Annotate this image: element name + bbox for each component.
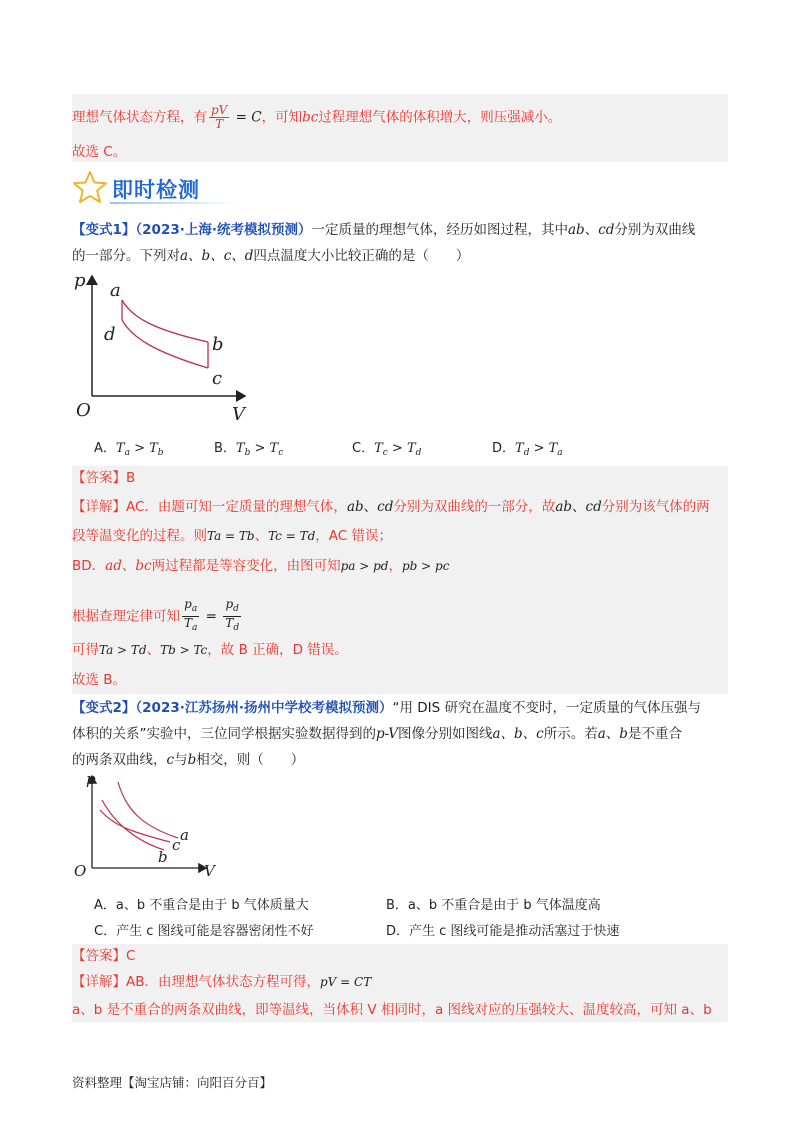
q2-stem-line-2: 体积的关系”实验中，三位同学根据实验数据得到的p-V图像分别如图线a、b、c所示。若a、b是不重合 (72, 726, 682, 742)
q2-option-c[interactable]: C．产生 c 图线可能是容器密闭性不好 (94, 924, 314, 939)
q1-label-p: p (74, 270, 86, 291)
q1-label-c: c (212, 368, 223, 389)
q1-label-d: d (104, 324, 116, 345)
q1-option-d[interactable]: D．$T_d > T_a$ (492, 441, 563, 458)
q2-option-b[interactable]: B．a、b 不重合是由于 b 气体温度高 (386, 898, 601, 913)
footer-credit: 资料整理【淘宝店铺：向阳百分百】 (72, 1075, 273, 1090)
q2-stem-line-3: 的两条双曲线，c与b相交，则（ ） (72, 752, 305, 768)
q1-option-b[interactable]: B．$T_b > T_c$ (214, 441, 284, 458)
q1-pv-graph (70, 268, 260, 428)
q2-pv-graph (70, 770, 230, 880)
prev-line-2: 故选 C。 (72, 144, 127, 160)
q2-label-a: a (180, 826, 189, 844)
q2-detail-2: a、b 是不重合的两条双曲线，即等温线，当体积 V 相同时，a 图线对应的压强较大、温度较高，可知 a、b (72, 1002, 712, 1018)
q1-stem-line-2: 的一部分。下列对a、b、c、d四点温度大小比较正确的是（ ） (72, 248, 470, 264)
q1-detail-3: BD．ad、bc两过程都是等容变化，由图可知pa > pd，pb > pc (72, 558, 450, 574)
q1-stem-line-1: 【变式1】（2023·上海·统考模拟预测）一定质量的理想气体，经历如图过程，其中ab、cd分别为双曲线 (72, 222, 696, 238)
q1-label-o: O (76, 400, 91, 421)
q2-detail-1: 【详解】AB．由理想气体状态方程可得，pV = CT (72, 974, 372, 990)
q1-option-c[interactable]: C．$T_c > T_d$ (352, 441, 422, 458)
q1-label-b: b (212, 334, 224, 355)
q1-detail-1: 【详解】AC．由题可知一定质量的理想气体，ab、cd分别为双曲线的一部分，故ab、cd分别为该气体的两 (72, 499, 710, 515)
q1-curve-dc (122, 320, 208, 368)
q1-detail-4: 根据查理定律可知 $\frac{p_a}{T_a}$ = $\frac{p_d}{T_d}$ (72, 597, 240, 633)
q2-label-o: O (74, 862, 87, 880)
q1-option-a[interactable]: A．$T_a > T_b$ (94, 441, 164, 458)
q1-label-v: V (232, 404, 245, 425)
q2-stem-line-1: 【变式2】（2023·江苏扬州·扬州中学校考模拟预测）“用 DIS 研究在温度不变时，一定质量的气体压强与 (72, 700, 702, 716)
q1-answer: 【答案】B (72, 470, 136, 486)
q1-detail-5: 可得Ta > Td、Tb > Tc，故 B 正确，D 错误。 (72, 642, 348, 658)
prev-line-1: 理想气体状态方程，有 $\frac{pV}{T}$ = C，可知bc过程理想气体的体积增大，则压强减小。 (72, 103, 562, 131)
q2-label-v: V (204, 862, 215, 880)
q2-curve-c (100, 810, 170, 842)
q1-detail-2: 段等温变化的过程。则Ta = Tb、Tc = Td，AC 错误； (72, 528, 392, 544)
q2-answer: 【答案】C (72, 948, 136, 964)
q1-label-a: a (110, 280, 121, 301)
q2-label-b: b (158, 848, 168, 866)
q1-detail-6: 故选 B。 (72, 672, 127, 688)
section-title: 即时检测 (112, 178, 200, 202)
q2-option-a[interactable]: A．a、b 不重合是由于 b 气体质量大 (94, 898, 309, 913)
q2-curve-b (102, 800, 164, 850)
q2-label-c: c (172, 836, 181, 854)
section-underline (110, 202, 240, 204)
q2-option-d[interactable]: D．产生 c 图线可能是推动活塞过于快速 (386, 924, 620, 939)
star-icon (72, 170, 108, 204)
q2-label-p: p (86, 770, 96, 788)
